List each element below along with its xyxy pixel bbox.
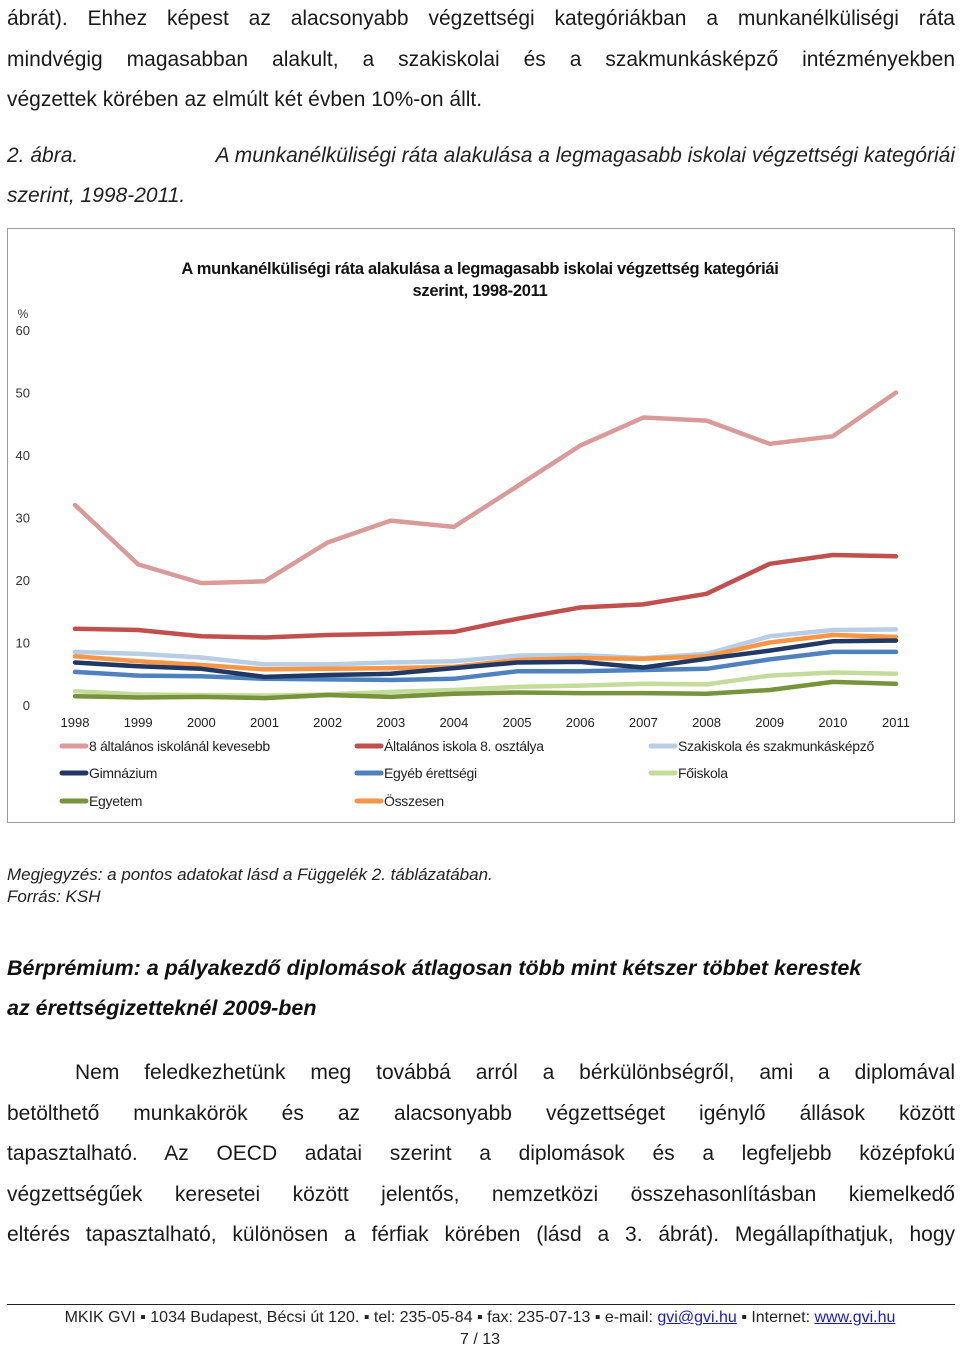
body-line: betölthető munkakörök és az alacsonyabb végzettséget igénylő állások között	[7, 1101, 955, 1125]
footer-website-link[interactable]: www.gvi.hu	[814, 1309, 896, 1326]
x-tick-label: 2000	[186, 715, 216, 730]
chart-title-line: szerint, 1998-2011	[412, 282, 548, 300]
body-line: végzettségűek keresetei között jelentős, nemzetközi összehasonlításban kiemelkedő	[7, 1182, 955, 1206]
y-tick-label: 50	[15, 385, 30, 401]
legend-label: Összesen	[384, 793, 444, 809]
heading-line: az érettségizetteknél 2009-ben	[7, 996, 317, 1020]
x-tick-label: 2006	[565, 715, 595, 730]
source-line: Forrás: KSH	[7, 887, 101, 906]
x-tick-label: 2002	[313, 715, 343, 730]
figure-title: A munkanélküliségi ráta alakulása a legmagasabb iskolai végzettségi kategóriái	[215, 144, 955, 167]
x-tick-label: 1998	[60, 715, 90, 730]
legend-label: Egyéb érettségi	[384, 765, 477, 781]
y-tick-label: 20	[15, 573, 30, 588]
y-tick-label: 0	[22, 698, 30, 713]
page-number: 7 / 13	[459, 1331, 501, 1348]
note-line: Megjegyzés: a pontos adatokat lásd a Függelék 2. táblázatában.	[7, 865, 493, 884]
body-line: Nem feledkezhetünk meg továbbá arról a bérkülönbségről, ami a diplomával	[75, 1061, 955, 1084]
x-tick-label: 2010	[818, 715, 848, 730]
y-tick-label: 10	[15, 635, 30, 651]
intro-line: mindvégig magasabban alakult, a szakiskolai és a szakmunkásképző intézményekben	[7, 47, 955, 71]
x-tick-label: 2003	[376, 715, 406, 730]
footer-org: MKIK GVI ▪ 1034 Budapest, Bécsi út 120. ▪ tel: 235-05-84 ▪ fax: 235-07-13 ▪ e-mail:	[64, 1309, 653, 1326]
intro-line: ábrát). Ehhez képest az alacsonyabb végzettségi kategóriákban a munkanélküliségi ráta	[7, 7, 955, 30]
x-tick-label: 2004	[439, 715, 469, 730]
figure-caption-line	[7, 136, 955, 176]
y-axis-unit: %	[17, 307, 29, 321]
legend-label: Főiskola	[678, 765, 728, 781]
y-tick-label: 30	[15, 510, 30, 526]
x-tick-label: 2011	[882, 715, 910, 730]
x-tick-label: 2009	[755, 715, 785, 730]
chart-title-line: A munkanélküliségi ráta alakulása a legmagasabb iskolai végzettség kategóriái	[181, 260, 779, 278]
legend-label: 8 általános iskolánál kevesebb	[89, 738, 270, 754]
y-tick-label: 40	[15, 448, 30, 463]
figure-caption-line: szerint, 1998-2011.	[7, 184, 186, 207]
x-tick-label: 2007	[628, 715, 658, 730]
figure-caption	[7, 136, 955, 216]
x-tick-label: 2001	[250, 715, 279, 730]
footer-email-link[interactable]: gvi@gvi.hu	[657, 1309, 737, 1326]
footer-divider	[7, 1304, 955, 1305]
intro-line: végzettek körében az elmúlt két évben 10%-on állt.	[7, 88, 483, 111]
x-tick-label: 2008	[692, 715, 721, 730]
body-paragraph	[7, 1053, 955, 1256]
figure-number: 2. ábra.	[7, 144, 79, 167]
chart-title	[0, 258, 960, 302]
y-tick-label: 60	[15, 323, 30, 338]
legend-label: Egyetem	[89, 793, 143, 809]
figure-note	[7, 864, 955, 908]
body-line: eltérés tapasztalható, különösen a férfiak körében (lásd a 3. ábrát). Megállapíthatjuk, hogy	[7, 1223, 955, 1246]
heading-line: Bérprémium: a pályakezdő diplomások átlagosan több mint kétszer többet kerestek	[7, 956, 862, 980]
x-tick-label: 2005	[502, 715, 532, 730]
intro-paragraph	[7, 0, 955, 121]
x-tick-label: 1999	[123, 715, 153, 730]
body-line: tapasztalható. Az OECD adatai szerint a diplomások és a legfeljebb középfokú	[7, 1142, 955, 1165]
legend-label: Szakiskola és szakmunkásképző	[678, 738, 874, 754]
legend-label: Gimnázium	[89, 765, 158, 781]
section-heading	[7, 948, 955, 1028]
chart-frame	[7, 228, 955, 823]
footer-contact	[0, 1309, 960, 1327]
legend-label: Általános iskola 8. osztálya	[384, 738, 544, 754]
footer-internet-label: ▪ Internet:	[741, 1309, 811, 1326]
